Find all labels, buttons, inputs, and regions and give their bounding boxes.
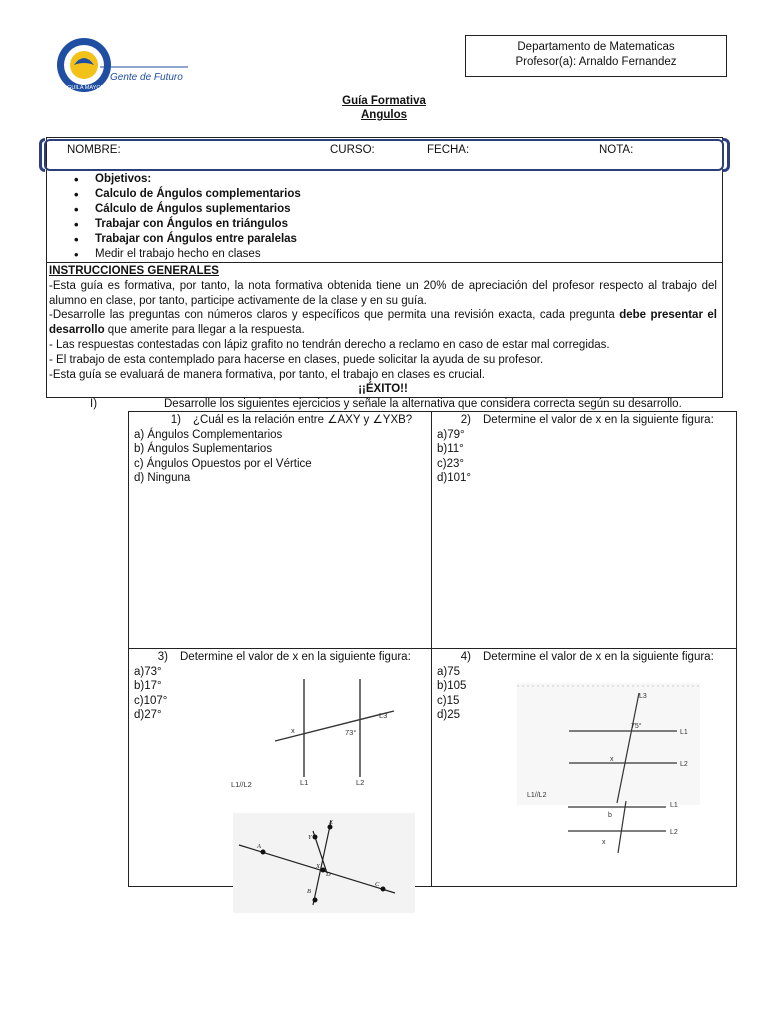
objective-item: • Trabajar con Ángulos en triángulos	[74, 217, 301, 232]
grid-divider-vertical	[431, 411, 432, 887]
figure-point	[321, 868, 326, 873]
figure-label: C	[375, 881, 380, 888]
answer-option[interactable]: a) Ángulos Complementarios	[134, 428, 283, 441]
section-number: I)	[90, 398, 98, 410]
answer-option[interactable]: b)17°	[134, 680, 162, 693]
figure-point	[313, 898, 318, 903]
figure-label-l3: L3	[379, 711, 388, 720]
instruction-paragraph: -Desarrolle las preguntas con números claros y específicos que permita una revisión exacta, cada pregunta debe presentar el desarrollo que amerite para llegar a la respuesta.	[49, 309, 717, 337]
figure-label-x: x	[602, 839, 606, 846]
question-number: 4)	[460, 651, 471, 663]
question-text: Determine el valor de x en la siguiente figura:	[483, 651, 714, 663]
figure-q4-main	[517, 683, 700, 805]
instructions-heading: INSTRUCCIONES GENERALES	[49, 265, 219, 277]
answer-option[interactable]: c) Ángulos Opuestos por el Vértice	[134, 457, 312, 470]
instruction-paragraph: - Las respuestas contestadas con lápiz grafito no tendrán derecho a reclamo en caso de estar mal corregidas.	[49, 338, 610, 351]
grade-field-label[interactable]: NOTA:	[599, 144, 634, 156]
objective-item: • Cálculo de Ángulos suplementarios	[74, 202, 301, 217]
answer-option[interactable]: b) Ángulos Suplementarios	[134, 443, 273, 456]
objective-item: • Medir el trabajo hecho en clases	[74, 247, 301, 262]
guide-subtitle: Angulos	[361, 109, 407, 121]
figure-label: E	[329, 819, 333, 826]
objective-item: • Trabajar con Ángulos entre paralelas	[74, 232, 301, 247]
figure-label-x: x	[291, 726, 295, 735]
figure-label-l2: L2	[670, 829, 678, 836]
answer-option[interactable]: a)79°	[437, 428, 465, 441]
figure-label-l1: L1	[300, 778, 309, 787]
question-text: Determine el valor de x en la siguiente figura:	[180, 651, 411, 663]
answer-option[interactable]: a)75	[437, 665, 461, 678]
instructions-block	[49, 264, 717, 397]
question-number: 1)	[170, 414, 181, 426]
name-field-label[interactable]: NOMBRE:	[67, 144, 121, 156]
figure-q4-secondary	[562, 801, 702, 853]
instruction-paragraph: - El trabajo de esta contemplado para hacerse en clases, puede solicitar la ayuda de su profesor.	[49, 353, 544, 366]
logo-tagline: Gente de Futuro	[110, 72, 183, 83]
section-instruction: Desarrolle los siguientes ejercicios y señale la alternativa que considera correcta según su desarrollo.	[164, 398, 682, 410]
figure-label: A	[257, 843, 261, 850]
answer-option[interactable]: d)27°	[134, 709, 162, 722]
question-number: 2)	[460, 414, 471, 426]
figure-label-l1: L1	[670, 802, 678, 809]
figure-label: D	[326, 871, 331, 878]
figure-label-b: b	[608, 812, 612, 819]
school-logo	[52, 31, 190, 99]
answer-option[interactable]: c)15	[437, 694, 460, 707]
divider	[46, 262, 723, 263]
figure-label-parallel: L1//L2	[527, 792, 547, 799]
answer-option[interactable]: c)107°	[134, 694, 168, 707]
objectives-heading: • Objetivos:	[74, 172, 301, 187]
teacher-name: Profesor(a): Arnaldo Fernandez	[515, 56, 677, 68]
answer-option[interactable]: d)101°	[437, 472, 472, 485]
objectives-list	[74, 172, 301, 262]
answer-option[interactable]: d)25	[437, 709, 461, 722]
figure-label: Y	[308, 834, 312, 841]
figure-label-l1: L1	[680, 729, 688, 736]
question-1	[134, 413, 426, 486]
grid-divider-horizontal	[128, 648, 737, 649]
figure-label: B	[307, 888, 311, 895]
figure-q1	[233, 813, 415, 913]
question-text: Determine el valor de x en la siguiente figura:	[483, 414, 714, 426]
instruction-paragraph: -Esta guía se evaluará de manera formativa, por tanto, el trabajo en clases es crucial.	[49, 368, 485, 381]
figure-label-l3: L3	[639, 693, 647, 700]
logo-seal-text: AGUILA MAYOR	[63, 85, 105, 91]
answer-option[interactable]: d) Ninguna	[134, 472, 191, 485]
course-field-label[interactable]: CURSO:	[330, 144, 375, 156]
date-field-label[interactable]: FECHA:	[427, 144, 470, 156]
answer-option[interactable]: c)23°	[437, 457, 464, 470]
department-box	[465, 35, 727, 77]
question-number: 3)	[157, 651, 168, 663]
figure-q3	[228, 675, 398, 795]
figure-point	[381, 887, 386, 892]
figure-point	[261, 850, 266, 855]
question-2	[437, 413, 728, 486]
figure-label-x: x	[610, 756, 614, 763]
figure-label-angle: 75°	[631, 723, 642, 730]
instruction-paragraph: -Esta guía es formativa, por tanto, la nota formativa obtenida tiene un 20% de apreciación del profesor respecto al trabajo del alumno en clase, por tanto, participe activamente de la clase y en su guía.	[49, 279, 717, 307]
answer-option[interactable]: a)73°	[134, 665, 162, 678]
figure-label-l2: L2	[356, 778, 365, 787]
figure-label-l2: L2	[680, 761, 688, 768]
figure-point	[313, 835, 318, 840]
figure-label-parallel: L1//L2	[231, 780, 252, 789]
guide-title: Guía Formativa	[342, 95, 426, 107]
figure-label-angle: 73°	[345, 728, 357, 737]
closing-message: ¡¡ÉXITO!!	[358, 383, 408, 396]
objective-item: • Calculo de Ángulos complementarios	[74, 187, 301, 202]
question-text: ¿Cuál es la relación entre ∠AXY y ∠YXB?	[193, 414, 413, 426]
answer-option[interactable]: b)105	[437, 680, 467, 693]
figure-label: X	[316, 863, 320, 870]
answer-option[interactable]: b)11°	[437, 443, 464, 456]
department-name: Departamento de Matematicas	[517, 41, 675, 53]
